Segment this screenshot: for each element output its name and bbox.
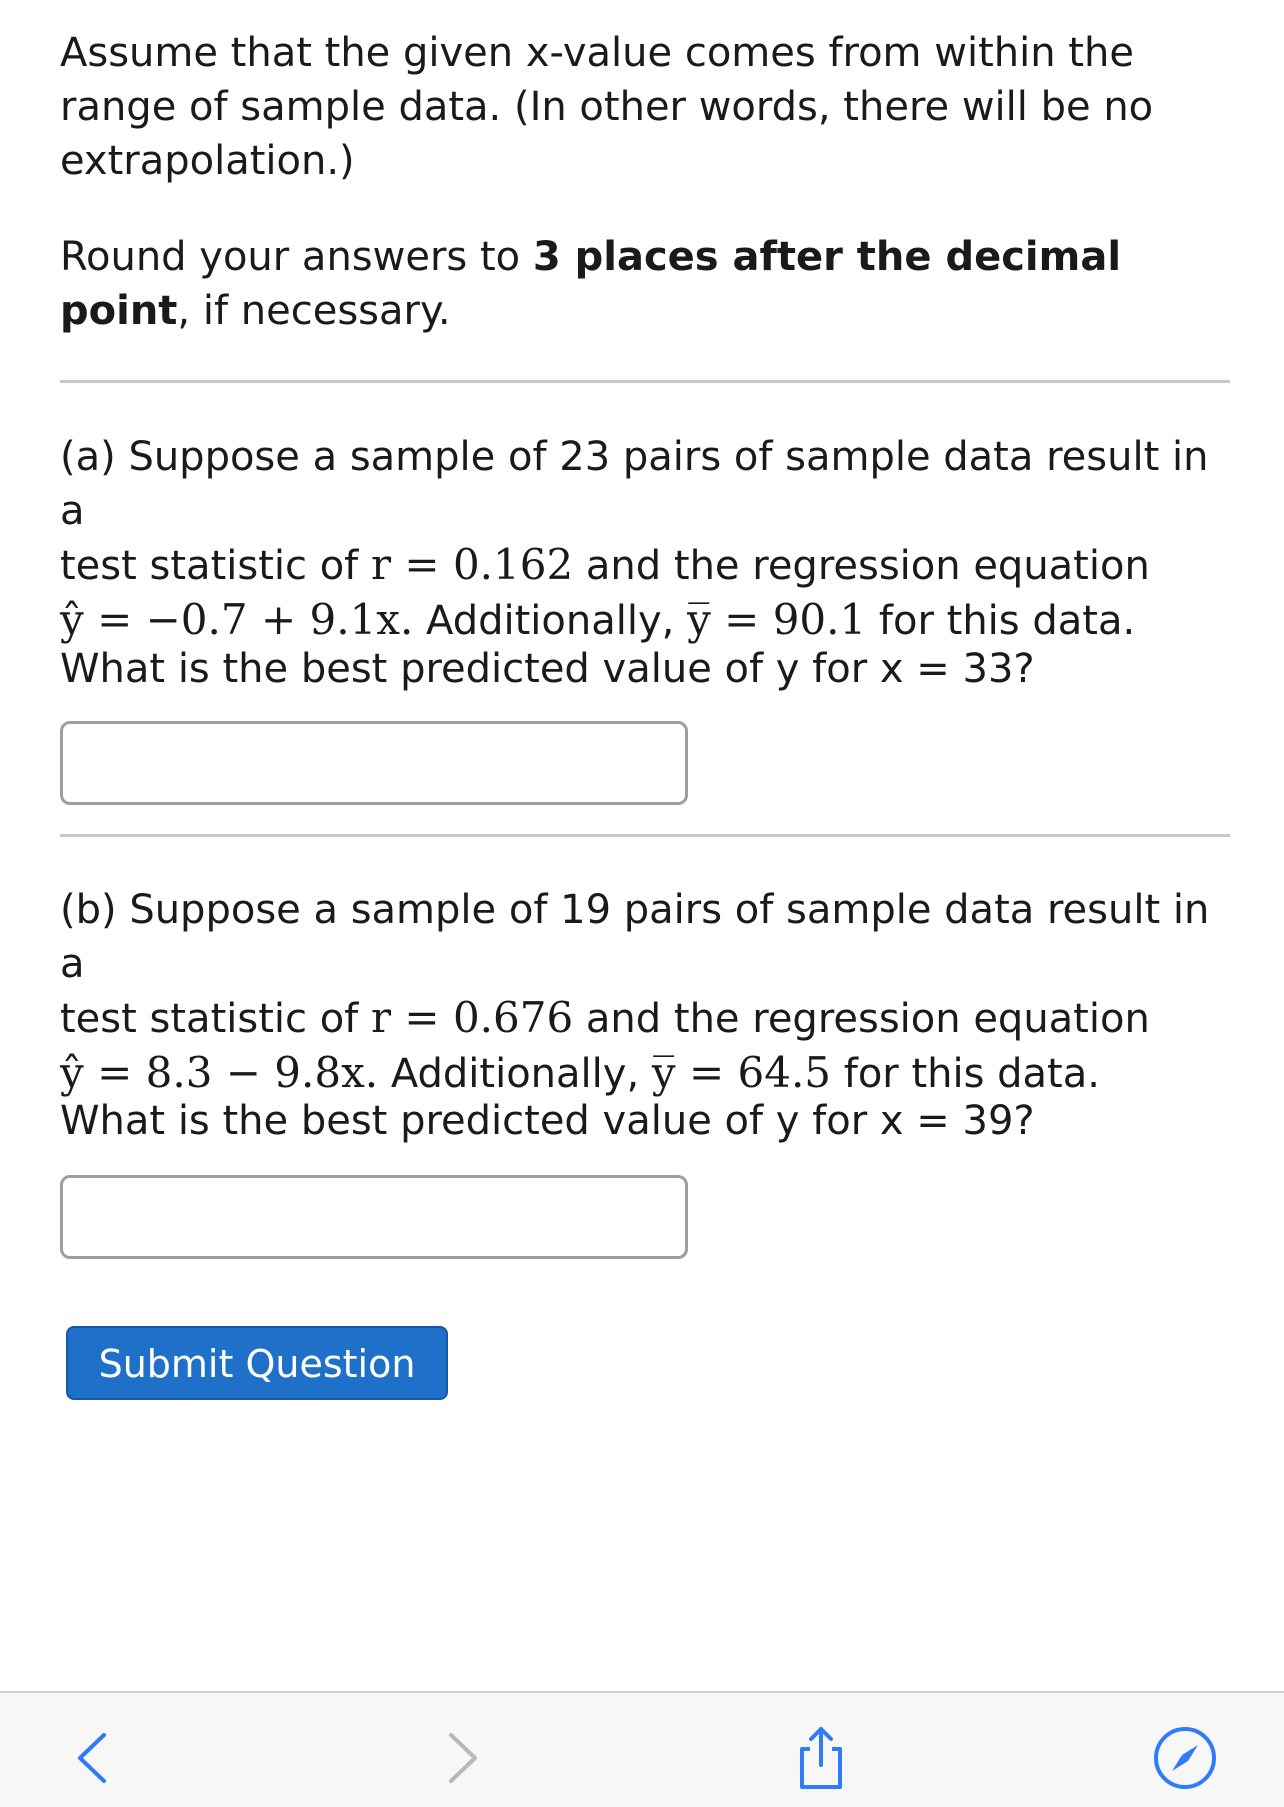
part-b-statement (60, 883, 1230, 1101)
share-icon[interactable] (786, 1723, 856, 1793)
part-a-additionally: Additionally, (413, 598, 688, 644)
divider (60, 834, 1230, 837)
submit-question-button[interactable]: Submit Question (66, 1326, 448, 1400)
rounding-bold: 3 places after the decimal point (60, 234, 1122, 334)
forward-icon[interactable] (425, 1723, 495, 1793)
part-b-question: What is the best predicted value of y for x = 39? (60, 1098, 1035, 1144)
rounding-instruction (60, 230, 1230, 338)
part-a-line1: (a) Suppose a sample of 23 pairs of sample data result in a (60, 434, 1209, 534)
part-b-answer-input[interactable] (60, 1175, 688, 1259)
rounding-suffix: , if necessary. (177, 288, 451, 334)
part-a-line2-text: test statistic of (60, 543, 371, 589)
part-a-line2-tail: and the regression equation (573, 543, 1150, 589)
rounding-prefix: Round your answers to (60, 234, 533, 280)
part-b-line2-tail: and the regression equation (573, 996, 1150, 1042)
browser-toolbar (0, 1691, 1284, 1807)
part-b-additionally: Additionally, (378, 1051, 652, 1097)
part-a-ybar: y̅ = 90.1 (687, 595, 867, 644)
part-b-line2-text: test statistic of (60, 996, 371, 1042)
part-b-equation: ŷ = 8.3 − 9.8x. (60, 1048, 379, 1097)
part-a-r-value: r = 0.162 (370, 540, 574, 589)
part-b-line3 (60, 1046, 1230, 1101)
intro-text: Assume that the given x-value comes from within the range of sample data. (In other words, there will be no extrapolation.) (60, 30, 1154, 184)
part-a-equation: ŷ = −0.7 + 9.1x. (60, 595, 414, 644)
part-a-question: What is the best predicted value of y for x = 33? (60, 646, 1035, 692)
part-b-r-value: r = 0.676 (370, 993, 574, 1042)
part-a-answer-input[interactable] (60, 721, 688, 805)
part-a-statement (60, 430, 1230, 648)
part-a-tail: for this data. (866, 598, 1136, 644)
part-b-line1: (b) Suppose a sample of 19 pairs of sample data result in a (60, 887, 1210, 987)
divider (60, 380, 1230, 383)
part-a-line2 (60, 538, 1230, 593)
part-b-ybar: y̅ = 64.5 (651, 1048, 832, 1097)
part-b-line2 (60, 991, 1230, 1046)
back-icon[interactable] (60, 1723, 130, 1793)
part-b-tail: for this data. (831, 1051, 1100, 1097)
compass-icon[interactable] (1150, 1723, 1220, 1793)
part-a-line3 (60, 593, 1230, 648)
